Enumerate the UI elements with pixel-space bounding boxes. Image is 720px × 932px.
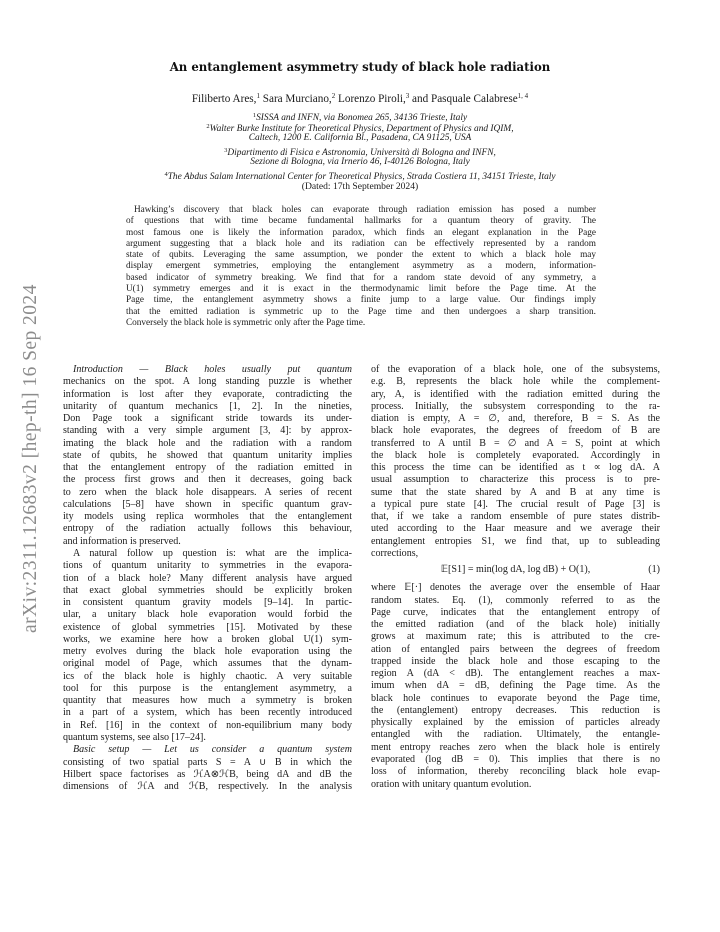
body-line: information is lost after they evaporate, contradicting the: [63, 388, 352, 400]
body-line: consisting of two spatial parts S = A ∪ B in which the: [63, 756, 352, 768]
body-line: Page curve, indicates that the entanglement entropy of: [371, 606, 660, 618]
date-line: (Dated: 17th September 2024): [301, 181, 419, 192]
body-line: quantum systems, see also [17–24].: [63, 731, 206, 743]
body-line: in consistent quantum gravity models [9–14]. In partic-: [63, 597, 352, 609]
body-line: ity models using replica wormholes that the entanglement: [63, 511, 352, 523]
body-line: of the evaporation of a black hole, one of the subsystems,: [371, 364, 660, 375]
body-line: mechanics on the spot. A long standing puzzle is whether: [63, 376, 352, 388]
affil-text: Dipartimento di Fisica e Astronomia, Università di Bologna and INFN,: [227, 148, 496, 158]
body-line: trapped inside the black hole and those escaping to the: [371, 655, 660, 667]
body-line: transferred to A until B = ∅ and A = S, point at which: [371, 437, 660, 449]
body-line: and information is preserved.: [63, 535, 181, 547]
body-line: corrections,: [371, 547, 419, 559]
body-line: tions of quantum unitarity to symmetries in the evapora-: [63, 560, 352, 572]
body-line: usual assumption to characterize this process is to pre-: [371, 474, 660, 486]
left-column: [63, 364, 352, 793]
body-line: in Ref. [16] in the context of non-equilibrium many body: [63, 719, 352, 731]
abstract-line: of questions that with time became fundamental hallmarks for a quantum theory of gravity. The: [126, 216, 596, 227]
body-line: ics of the black hole is highly chaotic. A very suitable: [63, 670, 352, 682]
body-line: black hole continues to evaporate beyond the Page time,: [371, 692, 660, 704]
body-line: sume that the state shared by A and B at any time is: [371, 486, 660, 498]
abstract: [126, 205, 596, 329]
author-list: [0, 92, 720, 105]
author-affil-mark: 1: [256, 92, 260, 100]
body-line: A natural follow up question is: what are the implica-: [73, 547, 352, 559]
body-line: e.g. B, represents the black hole while the complement-: [371, 376, 660, 388]
body-line: that, if we take a random ensemble of pure states distrib-: [371, 511, 660, 523]
body-line: Hilbert space factorises as ℋA⊗ℋB, being dA and dB the: [63, 768, 352, 780]
body-line: dimensions of ℋA and ℋB, respectively. In the analysis: [63, 781, 352, 793]
affil-text: Sezione di Bologna, via Irnerio 46, I-40126 Bologna, Italy: [250, 157, 470, 167]
body-line: existence of global symmetries [15]. Motivated by these: [63, 621, 352, 633]
body-line: state of qubits, he showed that quantum unitarity implies: [63, 449, 352, 461]
body-line: uted according to the Haar measure and we average their: [371, 523, 660, 535]
abstract-line: Page time, the entanglement asymmetry shows a finite jump to a large value. Our findings imply: [126, 295, 596, 306]
affil-mark: 4: [164, 171, 168, 178]
author: Sara Murciano,: [262, 93, 332, 105]
body-line: process. Initially, the subsystem corresponding to the ra-: [371, 400, 660, 412]
body-line: loss of information, thereby reconciling black hole evap-: [371, 766, 660, 778]
body-line: the process first grows and then it decreases, going back: [63, 474, 352, 486]
body-line: quantity that measures how much a symmetry is broken: [63, 695, 352, 707]
author-affil-mark: 1, 4: [517, 92, 529, 100]
arxiv-stamp[interactable]: arXiv:2311.12683v2 [hep-th] 16 Sep 2024: [20, 284, 41, 634]
abstract-line: that the emitted radiation is symmetric up to the Page time and then undergoes a sharp transition.: [126, 306, 596, 317]
author-affil-mark: 3: [405, 92, 410, 100]
body-line: the emitted radiation (and of the black hole) initially: [371, 619, 660, 631]
body-line: Don Page took a significant stride towards its under-: [63, 413, 352, 425]
body-line: region A (dA < dB). The entanglement reaches a max-: [371, 668, 660, 680]
body-line: oration with unitary quantum evolution.: [371, 778, 532, 790]
author-affil-mark: 2: [331, 92, 336, 100]
paper-title: An entanglement asymmetry study of black hole radiation: [169, 60, 551, 74]
abstract-line: Hawking’s discovery that black holes can evaporate through radiation emission has posed a number: [134, 205, 596, 215]
body-line: diation is empty, A = ∅, and, therefore, B = S. As the: [371, 413, 660, 425]
equation-body: 𝔼[S1] = min(log dA, log dB) + O(1),: [440, 564, 591, 576]
body-line: unitarity of quantum mechanics [1, 2]. In the nineties,: [63, 400, 352, 412]
body-line: black hole evaporates, the degrees of freedom of B are: [371, 425, 660, 437]
body-line: ation of entangled pairs between the degrees of freedom: [371, 643, 660, 655]
equation-1: [371, 563, 660, 577]
abstract-line: U(1) symmetry emerges and it is exact in the thermodynamic limit before the Page time. At the: [126, 284, 596, 295]
body-line: a typical pure state [4]. The crucial result of Page [3] is: [371, 498, 660, 510]
body-line: where 𝔼[·] denotes the average over the ensemble of Haar: [371, 582, 660, 594]
abstract-line: most famous one is likely the information paradox, which finds an elegant explanation in the Page: [126, 227, 596, 238]
body-line: entangled with the radiation. Ultimately, the entangle-: [371, 729, 660, 741]
body-line: imating the black hole and the radiation with a random: [63, 437, 352, 449]
equation-number: (1): [648, 564, 660, 576]
body-line: random states. Eq. (1), commonly referred to as the: [371, 594, 660, 606]
body-line: tool for this purpose is the entanglement asymmetry, a: [63, 682, 352, 694]
body-line: original model of Page, which assumes that the dynam-: [63, 658, 352, 670]
abstract-line: argument suggesting that a black hole and its radiation can be effectively represented by a random: [126, 238, 596, 249]
author: Lorenzo Piroli,: [338, 93, 406, 105]
affil-mark: 3: [224, 147, 228, 154]
abstract-line: state of qubits. Leveraging the same assumption, we ponder the extent to which a black hole may: [126, 250, 596, 261]
body-line: Introduction — Black holes usually put quantum: [73, 364, 352, 375]
body-line: standing with a very simple argument [3, 4]: by approx-: [63, 425, 352, 437]
body-line: that exact global symmetries should be explicitly broken: [63, 584, 352, 596]
body-line: calculations [5–8] have shown in specific quantum grav-: [63, 498, 352, 510]
abstract-line: display emergent symmetries, employing the entanglement asymmetry as a modern, information-: [126, 261, 596, 272]
body-line: that the entanglement entropy of the radiation emitted in: [63, 462, 352, 474]
affil-mark: 2: [206, 123, 210, 130]
body-line: imum when dA = dB, defining the Page time. As the: [371, 680, 660, 692]
body-line: physically explained by the emission of particles already: [371, 717, 660, 729]
body-line: metry evolves during the black hole evaporation using the: [63, 646, 352, 658]
body-line: tion of a black hole? Many different analysis have argued: [63, 572, 352, 584]
affil-text: Caltech, 1200 E. California Bl., Pasadena, CA 91125, USA: [248, 133, 472, 143]
body-line: this process the time can be identified as t ∝ log dA. A: [371, 462, 660, 474]
body-line: ment entropy reaches zero when the black hole is entirely: [371, 741, 660, 753]
affiliation: [0, 133, 720, 144]
affiliation: [0, 157, 720, 168]
author: Filiberto Ares,: [191, 93, 257, 105]
body-line: entanglement entropies S1, we find that, up to subleading: [371, 535, 660, 547]
body-line: evaporated (log dB = 0). This implies that there is no: [371, 753, 660, 765]
abstract-line: Conversely the black hole is symmetric only after the Page time.: [126, 317, 366, 328]
body-line: entropy of the radiation actually follows this behaviour,: [63, 523, 352, 535]
body-line: in a part of a system, which has been recently introduced: [63, 707, 352, 719]
affil-text: The Abdus Salam International Center for Theoretical Physics, Strada Costiera 11, 34151 Trieste, Italy: [167, 172, 556, 182]
body-line: works, we examine here how a broken global U(1) sym-: [63, 633, 352, 645]
body-line: ary, A, is identified with the radiation emitted during the: [371, 388, 660, 400]
affil-text: Walter Burke Institute for Theoretical Physics, Department of Physics and IQIM,: [209, 124, 514, 134]
body-line: ular, a unitary black hole evaporation would forbid the: [63, 609, 352, 621]
right-column: [371, 364, 660, 791]
author: and Pasquale Calabrese: [412, 93, 518, 105]
body-line: grows at maximum rate; this is attributed to the cre-: [371, 631, 660, 643]
affil-text: SISSA and INFN, via Bonomea 265, 34136 Trieste, Italy: [256, 113, 468, 123]
abstract-line: based indicator of symmetry breaking. We find that for a random state devoid of any symmetry, a: [126, 272, 596, 283]
body-line: Basic setup — Let us consider a quantum system: [73, 744, 352, 756]
affil-mark: 1: [252, 112, 257, 119]
body-line: the black hole is completely evaporated. Accordingly in: [371, 449, 660, 461]
body-line: the (entanglement) entropy decreases. This reduction is: [371, 704, 660, 716]
body-line: to zero when the black hole disappears. A series of recent: [63, 486, 352, 498]
